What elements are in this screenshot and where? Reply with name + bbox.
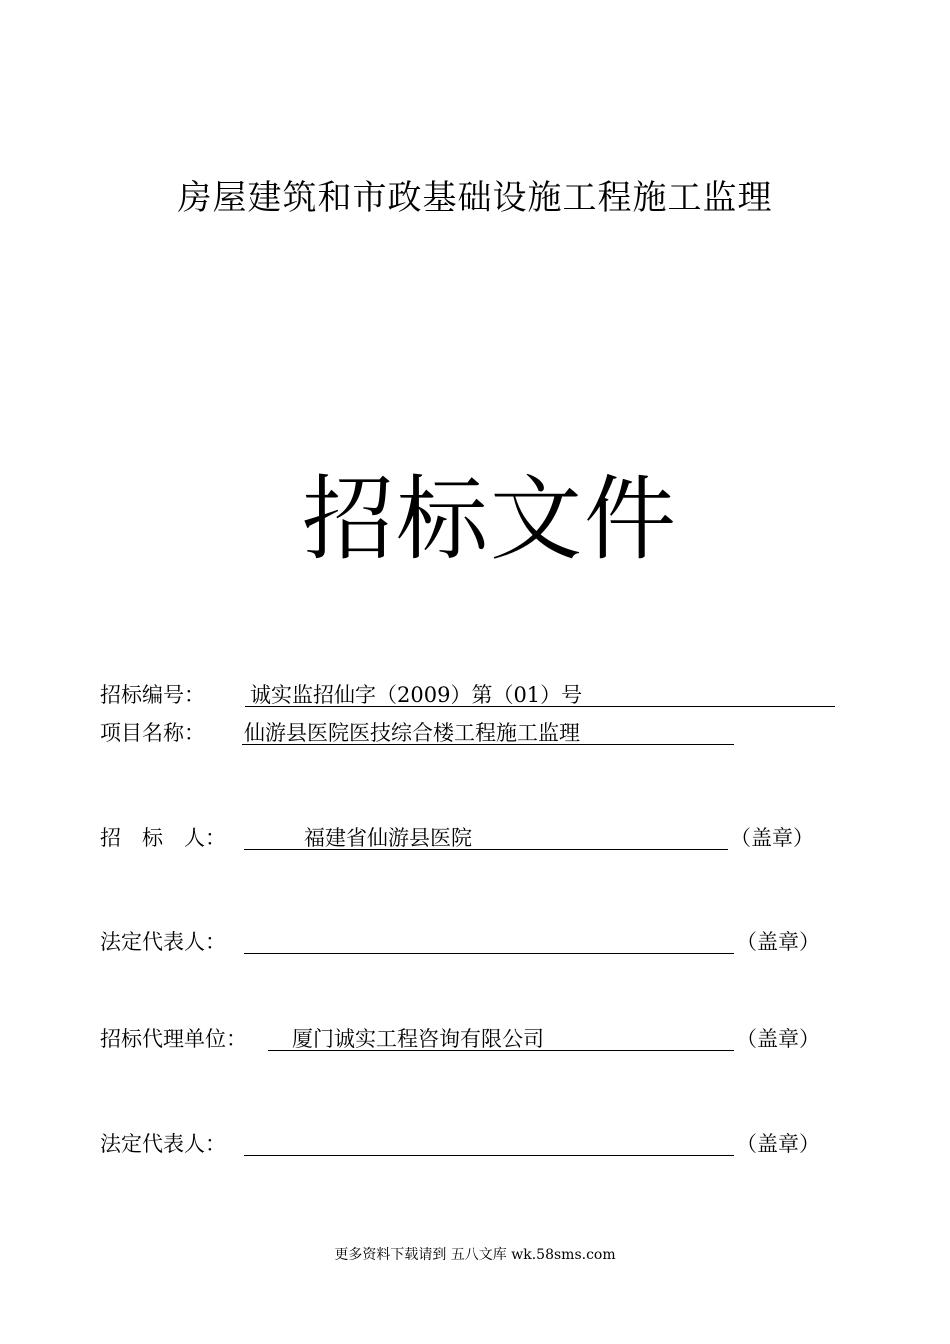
agency-row bbox=[100, 1024, 840, 1054]
legal-rep-row-1 bbox=[100, 927, 840, 957]
legal-rep-underline-2 bbox=[244, 1129, 734, 1156]
legal-rep-label-2: 法定代表人： bbox=[100, 1132, 226, 1156]
document-subtitle: 房屋建筑和市政基础设施工程施工监理 bbox=[177, 178, 773, 218]
tenderer-row bbox=[100, 823, 840, 853]
legal-rep-underline-1 bbox=[244, 927, 734, 954]
bid-number-row bbox=[100, 680, 840, 710]
project-name-row bbox=[100, 718, 840, 748]
footer-text: 更多资料下载请到 五八文库 wk.58sms.com bbox=[334, 1247, 616, 1263]
project-name-value: 仙游县医院医技综合楼工程施工监理 bbox=[244, 721, 580, 745]
tenderer-label: 招 标 人： bbox=[100, 826, 226, 850]
agency-label: 招标代理单位： bbox=[100, 1027, 247, 1051]
project-name-label: 项目名称： bbox=[100, 721, 205, 745]
bid-number-label: 招标编号： bbox=[100, 683, 205, 707]
bid-number-value: 诚实监招仙字（2009）第（01）号 bbox=[250, 683, 583, 707]
legal-rep-row-2 bbox=[100, 1129, 840, 1159]
tenderer-seal: （盖章） bbox=[730, 826, 814, 850]
agency-seal: （盖章） bbox=[736, 1027, 820, 1051]
legal-rep-label-1: 法定代表人： bbox=[100, 930, 226, 954]
document-title: 招标文件 bbox=[301, 466, 678, 573]
legal-rep-seal-1: （盖章） bbox=[736, 930, 820, 954]
agency-value: 厦门诚实工程咨询有限公司 bbox=[292, 1027, 544, 1051]
legal-rep-seal-2: （盖章） bbox=[736, 1132, 820, 1156]
tenderer-value: 福建省仙游县医院 bbox=[304, 826, 472, 850]
